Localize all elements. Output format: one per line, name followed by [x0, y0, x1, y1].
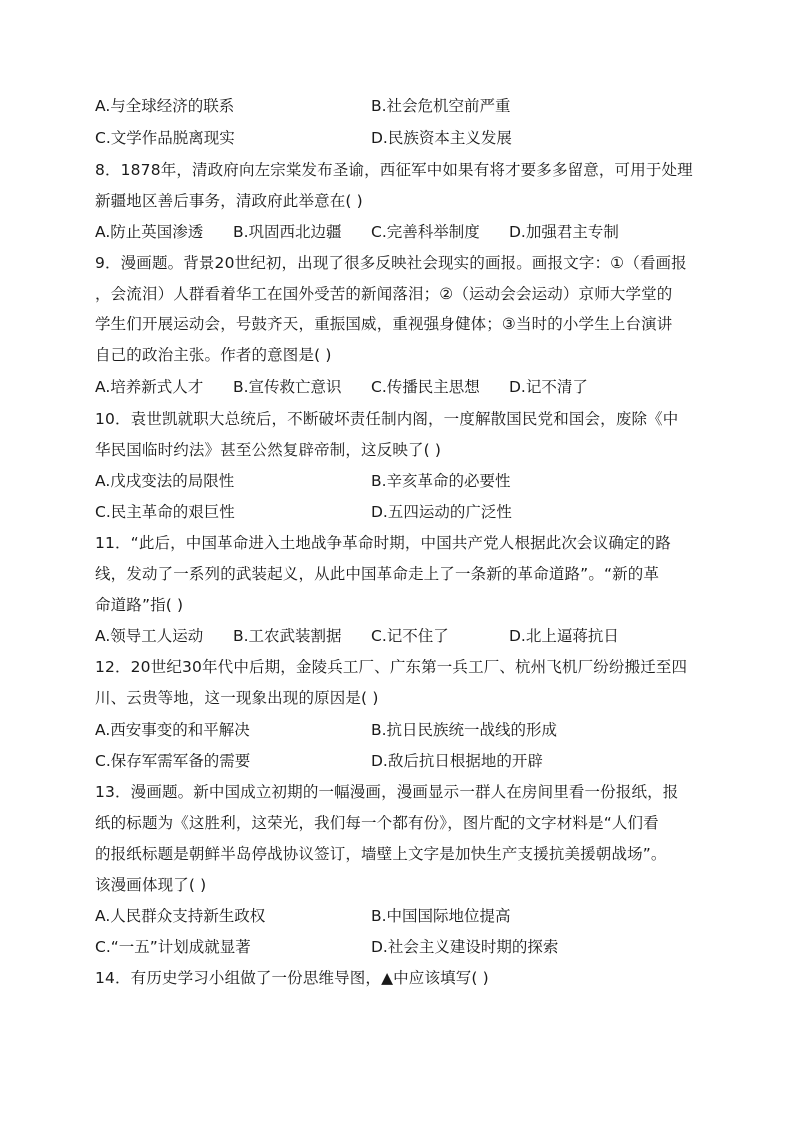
q10-stem-line-2: 华民国临时约法》甚至公然复辟帝制，这反映了( ) — [95, 441, 442, 459]
q11-option-a[interactable]: A.领导工人运动 — [95, 627, 204, 645]
q11-option-d[interactable]: D.北上逼蒋抗日 — [509, 627, 619, 645]
q11-stem-line-2: 线，发动了一系列的武装起义，从此中国革命走上了一条新的革命道路”。“新的革 — [95, 565, 660, 583]
q8-stem-line-1: 8．1878年，清政府向左宗棠发布圣谕，西征军中如果有将才要多多留意，可用于处理 — [95, 161, 693, 179]
q13-option-d[interactable]: D.社会主义建设时期的探索 — [371, 938, 559, 956]
q14-stem-line-1: 14．有历史学习小组做了一份思维导图，▲中应该填写( ) — [95, 969, 489, 987]
q13-option-a[interactable]: A.人民群众支持新生政权 — [95, 907, 266, 925]
q12-option-b[interactable]: B.抗日民族统一战线的形成 — [371, 721, 558, 739]
q10-option-b[interactable]: B.辛亥革命的必要性 — [371, 472, 511, 490]
q9-stem-line-2: ，会流泪）人群看着华工在国外受苦的新闻落泪；②（运动会会运动）京师大学堂的 — [95, 285, 673, 303]
q10-option-c[interactable]: C.民主革命的艰巨性 — [95, 503, 235, 521]
q13-option-b[interactable]: B.中国国际地位提高 — [371, 907, 511, 925]
q11-option-b[interactable]: B.工农武装割据 — [233, 627, 342, 645]
q9-option-c[interactable]: C.传播民主思想 — [371, 378, 480, 396]
q10-option-a[interactable]: A.戊戌变法的局限性 — [95, 472, 235, 490]
q13-stem-line-4: 该漫画体现了( ) — [95, 876, 207, 894]
q9-stem-line-1: 9．漫画题。背景20世纪初，出现了很多反映社会现实的画报。画报文字：①（看画报 — [95, 254, 687, 272]
q11-option-c[interactable]: C.记不住了 — [371, 627, 449, 645]
q9-option-b[interactable]: B.宣传救亡意识 — [233, 378, 342, 396]
q9-stem-line-3: 学生们开展运动会，号鼓齐天，重振国威，重视强身健体；③当时的小学生上台演讲 — [95, 315, 673, 333]
q10-option-d[interactable]: D.五四运动的广泛性 — [371, 503, 512, 521]
q8-option-c[interactable]: C.完善科举制度 — [371, 223, 480, 241]
q7-option-a[interactable]: A.与全球经济的联系 — [95, 97, 235, 115]
q7-option-c[interactable]: C.文学作品脱离现实 — [95, 129, 235, 147]
q10-stem-line-1: 10．袁世凯就职大总统后，不断破坏责任制内阁，一度解散国民党和国会，废除《中 — [95, 410, 679, 428]
q12-option-a[interactable]: A.西安事变的和平解决 — [95, 721, 250, 739]
q8-option-a[interactable]: A.防止英国渗透 — [95, 223, 204, 241]
q11-stem-line-1: 11．“此后，中国革命进入土地战争革命时期，中国共产党人根据此次会议确定的路 — [95, 534, 671, 552]
q7-option-b[interactable]: B.社会危机空前严重 — [371, 97, 511, 115]
q9-stem-line-4: 自己的政治主张。作者的意图是( ) — [95, 346, 332, 364]
q11-stem-line-3: 命道路”指( ) — [95, 596, 184, 614]
q9-option-a[interactable]: A.培养新式人才 — [95, 378, 204, 396]
q8-option-d[interactable]: D.加强君主专制 — [509, 223, 619, 241]
q8-stem-line-2: 新疆地区善后事务，清政府此举意在( ) — [95, 192, 363, 210]
q9-option-d[interactable]: D.记不清了 — [509, 378, 588, 396]
q12-stem-line-1: 12．20世纪30年代中后期，金陵兵工厂、广东第一兵工厂、杭州飞机厂纷纷搬迁至四 — [95, 658, 688, 676]
q12-option-c[interactable]: C.保存军需军备的需要 — [95, 752, 251, 770]
q13-stem-line-3: 的报纸标题是朝鲜半岛停战协议签订，墙壁上文字是加快生产支援抗美援朝战场”。 — [95, 845, 667, 863]
q12-stem-line-2: 川、云贵等地，这一现象出现的原因是( ) — [95, 689, 379, 707]
q13-option-c[interactable]: C.“一五”计划成就显著 — [95, 938, 251, 956]
q8-option-b[interactable]: B.巩固西北边疆 — [233, 223, 342, 241]
q7-option-d[interactable]: D.民族资本主义发展 — [371, 129, 512, 147]
q13-stem-line-1: 13．漫画题。新中国成立初期的一幅漫画，漫画显示一群人在房间里看一份报纸，报 — [95, 783, 679, 801]
q12-option-d[interactable]: D.敌后抗日根据地的开辟 — [371, 752, 543, 770]
q13-stem-line-2: 纸的标题为《这胜利，这荣光，我们每一个都有份》，图片配的文字材料是“人们看 — [95, 814, 659, 832]
